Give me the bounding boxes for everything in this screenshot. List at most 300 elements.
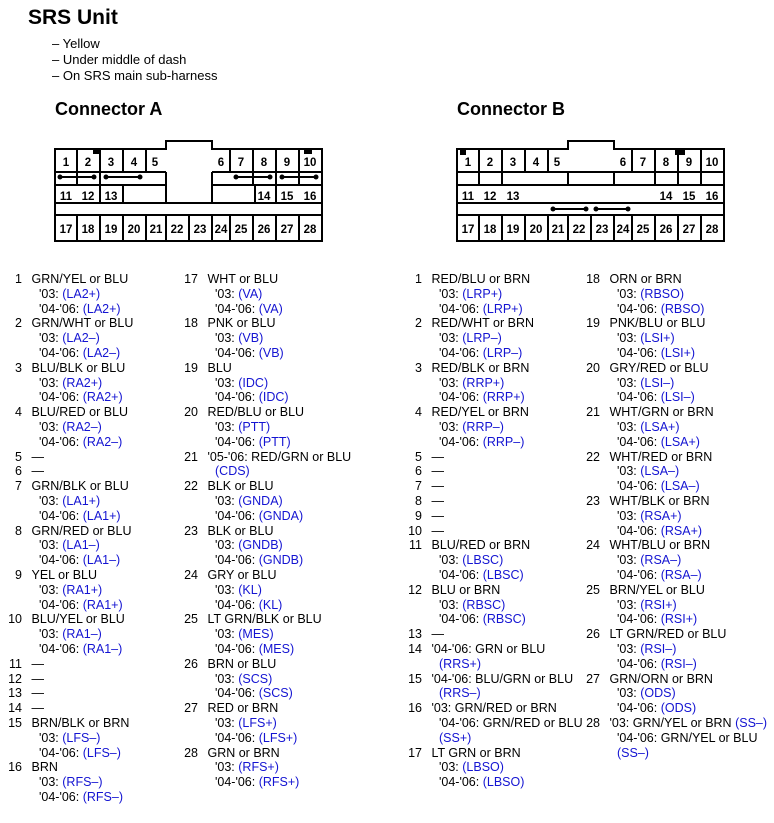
wire-text: GRN/WHT or BLU [31,316,134,331]
wire-text: '03: [439,760,463,775]
signal-code: (LSI+) [660,345,696,360]
pin-number: 15 [408,671,422,686]
wire-text: GRY/RED or BLU [609,360,709,375]
pin-number: 19 [586,316,600,331]
pin-a-17: 17 [59,224,73,236]
wire-text: RED/BLU or BRN [431,272,531,286]
pin-line [204,464,380,479]
pin-entry [586,493,772,538]
wire-text: '04-'06: [215,775,259,790]
wire-text: '04-'06: [439,390,483,405]
pin-line [28,642,184,657]
pin-entry [408,627,589,642]
connector-a-diagram [54,140,324,242]
wire-text: — [31,449,44,464]
pin-line [207,568,276,582]
pin-line [204,390,380,405]
signal-code: (RA2+) [62,375,103,390]
pin-line [31,672,44,686]
signal-code: (RSI+) [660,612,698,627]
signal-code: (LFS–) [82,745,121,760]
pin-line [28,731,184,746]
pin-entry [184,449,380,480]
pin-b-7: 7 [639,157,647,169]
pin-line [31,464,44,478]
pin-line [28,790,184,805]
pin-line [428,553,589,568]
wire-text: '03: [215,760,239,775]
signal-code: (RA2–) [82,434,123,449]
connector-a-pins-col1 [8,272,184,805]
pin-entry [414,464,589,479]
pin-number: 16 [408,701,422,716]
wire-text: — [31,671,44,686]
pin-line [31,479,128,493]
wire-text: LT GRN/BLK or BLU [207,612,322,627]
pin-number: 5 [15,449,22,464]
pin-a-2: 2 [84,157,92,169]
pin-number: 11 [409,538,422,553]
wire-text: '03: GRN/YEL or BRN [609,715,736,730]
pin-line [204,538,380,553]
pin-a-8: 8 [260,157,268,169]
signal-code: (RSA+) [660,523,703,538]
pin-line [609,361,708,375]
pin-entry [184,272,380,316]
wire-text: BLU [207,360,232,375]
wire-text: '04-'06: GRN/RED or BLU [439,715,583,730]
notes [52,36,217,84]
connector-b-title: Connector B [457,99,565,119]
pin-line [606,553,772,568]
wire-text: '04-'06: [215,686,259,701]
pin-b-1: 1 [464,157,472,169]
signal-code: (RSA+) [640,508,682,523]
pin-number: 5 [415,449,422,464]
signal-code: (ODS) [640,686,676,701]
pin-number: 9 [415,508,422,523]
wire-text: GRN/ORN or BRN [609,671,713,686]
pin-a-24: 24 [214,224,228,236]
pin-number: 18 [586,272,600,286]
pin-entry [408,523,589,539]
wire-text: — [431,523,444,538]
signal-code: (LFS–) [62,730,101,745]
wire-text: '03: [39,730,63,745]
pin-line [428,731,589,746]
pin-line [431,316,534,330]
pin-line [28,494,184,509]
signal-code: (RA1+) [82,597,123,612]
signal-code: (RSI–) [660,656,697,671]
pin-b-13: 13 [506,191,520,203]
wire-text: '04-'06: [617,390,661,405]
signal-code: (RSA–) [640,553,682,568]
pin-number: 20 [184,405,198,420]
pin-a-14: 14 [257,191,271,203]
signal-code: (LSI–) [660,390,695,405]
pin-number: 6 [15,464,22,479]
wire-text: '03: [215,331,239,346]
pin-number: 18 [184,316,198,331]
pin-number: 4 [415,405,422,420]
pin-b-14: 14 [659,191,673,203]
pin-b-19: 19 [506,224,520,236]
pin-entry [414,405,589,449]
pin-line [31,272,128,286]
signal-code: (SS+) [439,730,472,745]
pin-line [28,775,184,790]
pin-line [606,746,772,761]
wire-text: RED/WHT or BRN [431,316,535,331]
pin-number: 17 [408,745,422,760]
signal-code: (SCS) [238,671,273,686]
signal-code: (LSA+) [660,434,700,449]
pin-line [606,509,772,524]
pin-line [431,746,520,760]
wire-text: '04-'06: [617,479,661,494]
signal-code: (LFS+) [238,715,277,730]
pin-number: 13 [8,686,22,701]
pin-a-7: 7 [237,157,245,169]
wire-text: '03: [617,686,641,701]
wire-text: BRN/YEL or BLU [609,582,705,597]
pin-line [28,420,184,435]
pin-number: 8 [415,493,422,508]
pin-a-27: 27 [280,224,294,236]
pin-line [28,287,184,302]
pin-line [428,568,589,583]
wire-text: '03: [215,715,239,730]
pin-entry [184,656,380,701]
signal-code: (RFS–) [62,775,103,790]
pin-number: 25 [586,582,600,597]
pin-line [31,657,44,671]
pin-line [606,435,772,450]
signal-code: (LSA–) [660,479,700,494]
pin-line [609,450,712,464]
pin-number: 13 [408,627,422,642]
pin-line [207,450,351,464]
wire-text: RED/BLU or BLU [207,405,305,420]
signal-code: (MES) [238,627,274,642]
pin-b-3: 3 [509,157,517,169]
pin-line [31,450,44,464]
wire-text: GRY or BLU [207,567,277,582]
wire-text: BLK or BLU [207,523,274,538]
wire-text: — [31,701,44,716]
pin-line [431,361,529,375]
pin-line [428,420,589,435]
wire-text: '03: [617,331,641,346]
pin-line [431,464,444,478]
pin-line [207,524,273,538]
pin-line [428,716,589,731]
pin-line [207,405,304,419]
wire-text: BLK or BLU [207,479,274,494]
pin-number: 14 [408,641,422,656]
signal-code: (GNDA) [238,493,283,508]
pin-line [606,568,772,583]
pin-entry [8,612,184,656]
pin-line [431,272,530,286]
wire-text: WHT/RED or BRN [609,449,713,464]
signal-code: (RSI+) [640,597,677,612]
pin-line [28,390,184,405]
pin-entry [9,656,184,672]
wire-text: — [31,464,44,479]
wire-text: '05-'06: RED/GRN or BLU [207,449,352,464]
pin-line [204,760,380,775]
pin-number: 24 [586,538,600,553]
wire-text: — [31,686,44,701]
pin-entry [586,671,772,716]
wire-text: '04-'06: [439,434,483,449]
signal-code: (RA1–) [82,641,123,656]
pin-line [28,746,184,761]
wire-text: '03: [439,553,463,568]
wire-text: '03: [439,597,463,612]
pin-b-18: 18 [483,224,497,236]
signal-code: (LA1+) [82,508,121,523]
signal-code: (RBSC) [462,597,506,612]
wire-text: WHT/BLK or BRN [609,493,710,508]
pin-line [606,287,772,302]
wire-text: YEL or BLU [31,567,98,582]
pin-a-11: 11 [59,191,73,203]
pin-line [431,672,573,686]
pin-number: 22 [586,449,600,464]
pin-line [606,612,772,627]
signal-code: (RRS–) [439,686,481,701]
pin-line [428,775,589,790]
wire-text: '04-'06: [39,390,83,405]
signal-code: (LA1–) [82,553,121,568]
wire-text: BRN/BLK or BRN [31,715,130,730]
pin-entry [14,479,184,523]
wire-text: '04-'06: [439,567,483,582]
pin-number: 25 [184,612,198,627]
pin-line [606,686,772,701]
signal-code: (GNDB) [258,553,304,568]
wire-text: '03: [215,627,239,642]
wire-text: '04-'06: BLU/GRN or BLU [431,671,574,686]
wire-text: BRN or BLU [207,656,277,671]
pin-line [606,420,772,435]
pin-line [428,657,589,672]
pin-a-1: 1 [62,157,70,169]
pin-entry [14,316,184,360]
wire-text: '04-'06: [39,301,83,316]
pin-line [606,657,772,672]
pin-entry [14,405,184,449]
wire-text: '04-'06: [617,523,661,538]
pin-line [204,287,380,302]
pin-line [31,316,133,330]
signal-code: (MES) [258,641,295,656]
pin-line [204,598,380,613]
pin-b-17: 17 [461,224,475,236]
pin-line [207,746,279,760]
pin-b-12: 12 [483,191,497,203]
wire-text: '04-'06: [215,345,259,360]
pin-b-16: 16 [705,191,719,203]
pin-b-15: 15 [682,191,696,203]
pin-line [431,642,545,656]
signal-code: (RRP+) [462,375,505,390]
signal-code: (SS–) [617,745,649,760]
pin-entry [409,538,589,582]
wire-text: '03: [215,375,239,390]
pin-line [31,686,44,700]
pin-entry [586,715,772,760]
wire-text: '03: [39,419,63,434]
wire-text: BRN [31,760,58,775]
wire-text: RED/BLK or BRN [431,360,530,375]
pin-a-20: 20 [127,224,141,236]
pin-a-23: 23 [193,224,207,236]
pin-line [428,686,589,701]
pin-a-9: 9 [283,157,291,169]
wire-text: '04-'06: [215,434,259,449]
signal-code: (RBSO) [640,286,684,301]
pin-line [31,612,124,626]
wire-text: '04-'06: [39,553,83,568]
pin-number: 28 [184,745,198,760]
signal-code: (PTT) [238,419,271,434]
pin-entry [586,538,772,582]
pin-b-24: 24 [616,224,630,236]
wire-text: '04-'06: [617,301,661,316]
pin-line [207,272,278,286]
pin-b-23: 23 [595,224,609,236]
note-location: – Under middle of dash [52,52,187,67]
wire-text: WHT/BLU or BRN [609,538,711,553]
pin-line [428,376,589,391]
signal-code: (LRP+) [462,286,503,301]
pin-number: 27 [586,671,600,686]
pin-number: 19 [184,360,198,375]
pin-entry [14,361,184,405]
wire-text: '04-'06: [215,390,259,405]
pin-number: 28 [586,715,600,730]
wire-text: '03: GRN/RED or BRN [431,701,557,716]
pin-line [204,716,380,731]
wire-text: '03: [215,493,239,508]
pin-entry [408,582,589,627]
wire-text: '03: [439,331,463,346]
wire-text: '04-'06: [215,301,259,316]
signal-code: (LA1+) [62,493,101,508]
pin-line [28,598,184,613]
pin-line [31,760,57,774]
wire-text: — [431,449,444,464]
pin-entry [586,360,772,405]
pin-entry [184,316,380,360]
pin-line [204,686,380,701]
wire-text: '04-'06: [215,508,259,523]
pin-number: 1 [15,272,22,286]
pin-a-3: 3 [107,157,115,169]
wire-text: '04-'06: [39,745,83,760]
wire-text: '03: [39,538,63,553]
pin-line [606,642,772,657]
pin-line [428,598,589,613]
pin-a-6: 6 [217,157,225,169]
wire-text: LT GRN/RED or BLU [609,627,727,642]
pin-b-8: 8 [662,157,670,169]
pin-number: 26 [184,656,198,671]
pin-line [207,612,321,626]
wire-text: '03: [617,286,641,301]
pin-line [31,361,125,375]
wire-text: WHT or BLU [207,272,279,286]
pin-line [204,420,380,435]
signal-code: (RFS–) [82,789,123,804]
signal-code: (LBSC) [462,553,504,568]
pin-b-4: 4 [532,157,540,169]
signal-code: (CDS) [215,464,250,479]
pin-b-26: 26 [659,224,673,236]
wire-text: '03: [439,286,463,301]
pin-line [207,657,276,671]
pin-entry [586,316,772,360]
wire-text: GRN/BLK or BLU [31,479,129,494]
wire-text: — [431,508,444,523]
wire-text: '04-'06: [39,345,83,360]
signal-code: (RA2+) [82,390,123,405]
signal-code: (PTT) [258,434,291,449]
pin-b-5: 5 [553,157,561,169]
pin-line [431,509,444,523]
pin-a-5: 5 [151,157,159,169]
pin-line [431,479,444,493]
wire-text: '04-'06: [39,508,83,523]
signal-code: (LBSO) [482,775,525,790]
pin-a-21: 21 [149,224,163,236]
signal-code: (LSI+) [640,331,675,346]
wire-text: GRN/YEL or BLU [31,272,129,286]
wire-text: ORN or BRN [609,272,682,286]
pin-entry [184,523,380,568]
wire-text: '03: [39,493,63,508]
wire-text: — [431,464,444,479]
signal-code: (RRP–) [482,434,525,449]
wire-text: '03: [215,538,239,553]
pin-number: 8 [15,523,22,538]
pin-line [28,302,184,317]
wire-text: '03: [617,641,641,656]
pin-b-22: 22 [572,224,586,236]
wire-text: '03: [215,671,239,686]
wire-text: RED/YEL or BRN [431,405,529,420]
connector-a-pins-col2 [184,272,380,790]
wire-text: LT GRN or BRN [431,745,521,760]
pin-number: 3 [415,360,422,375]
note-harness: – On SRS main sub-harness [52,68,218,83]
wire-text: '04-'06: [439,345,483,360]
pin-line [609,672,712,686]
pin-line [204,553,380,568]
pin-entry [586,582,772,627]
pin-number: 23 [184,523,198,538]
pin-line [606,390,772,405]
signal-code: (RSI–) [640,641,677,656]
pin-number: 24 [184,567,198,582]
pin-entry [8,715,184,760]
pin-number: 22 [184,479,198,494]
pin-a-15: 15 [280,191,294,203]
